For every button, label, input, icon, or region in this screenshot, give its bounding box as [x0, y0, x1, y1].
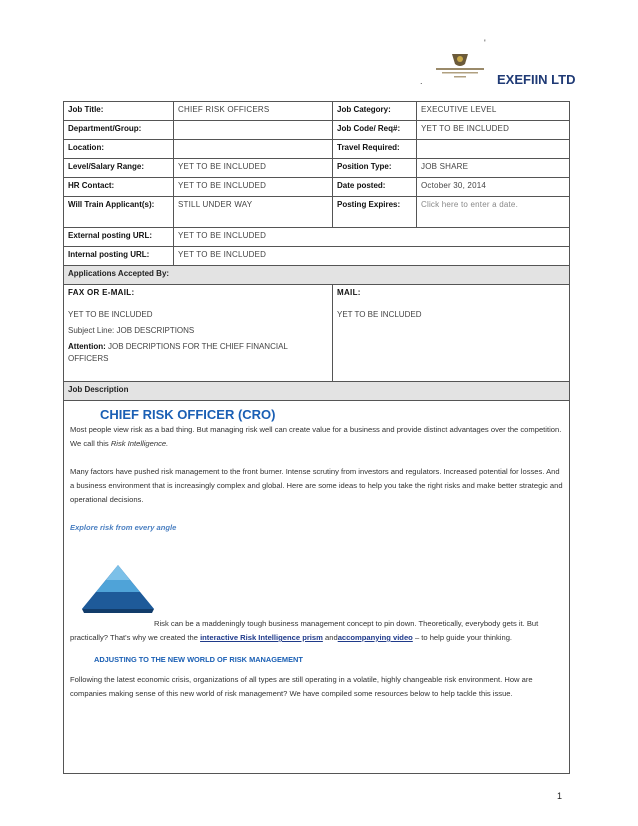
travel-label: Travel Required:: [333, 140, 417, 159]
explore-risk-subheading: Explore risk from every angle: [70, 523, 177, 532]
company-logo-icon: [430, 52, 490, 80]
subject-line: Subject Line: JOB DESCRIPTIONS: [68, 326, 195, 335]
department-label: Department/Group:: [64, 121, 174, 140]
posting-expires-date-field[interactable]: Click here to enter a date.: [417, 197, 570, 228]
external-url-value: YET TO BE INCLUDED: [174, 228, 570, 247]
internal-url-value: YET TO BE INCLUDED: [174, 247, 570, 266]
tick-mark: ': [484, 38, 486, 48]
position-type-value: JOB SHARE: [417, 159, 570, 178]
accompanying-video-link[interactable]: accompanying video: [337, 633, 413, 642]
attention-value: JOB DECRIPTIONS FOR THE CHIEF FINANCIAL OFFICERS: [68, 342, 288, 363]
company-name: EXEFIIN LTD: [497, 72, 576, 87]
job-description-body: [64, 401, 570, 774]
attention-label: Attention:: [68, 342, 106, 351]
description-para-2: Many factors have pushed risk management to the front burner. Intense scrutiny from investors and regulators. Increased potential for losses. And a business environment that is increasingly complex and global. Here are some ideas to help you take the right risks and make better strategic and operational decisions.: [70, 467, 563, 504]
travel-value: [417, 140, 570, 159]
risk-pyramid-icon: [78, 563, 158, 615]
applications-accepted-header: Applications Accepted By:: [64, 266, 570, 285]
dot-mark: .: [420, 76, 423, 86]
job-category-label: Job Category:: [333, 102, 417, 121]
location-label: Location:: [64, 140, 174, 159]
description-para-1: [70, 423, 563, 451]
description-para-4: Following the latest economic crisis, organizations of all types are still operating in a volatile, highly changeable risk environment. How are companies making sense of this new world of risk management? We have compiled some resources below to help tackle this issue.: [70, 675, 533, 698]
job-title-value: CHIEF RISK OFFICERS: [174, 102, 333, 121]
job-code-value: YET TO BE INCLUDED: [417, 121, 570, 140]
department-value: [174, 121, 333, 140]
job-posting-table: [63, 101, 570, 774]
date-posted-label: Date posted:: [333, 178, 417, 197]
attention-line: [68, 341, 328, 365]
job-title-label: Job Title:: [64, 102, 174, 121]
description-para-3: [70, 617, 563, 645]
salary-label: Level/Salary Range:: [64, 159, 174, 178]
job-description-header: Job Description: [64, 382, 570, 401]
description-heading: CHIEF RISK OFFICER (CRO): [100, 407, 276, 422]
position-type-label: Position Type:: [333, 159, 417, 178]
will-train-label: Will Train Applicant(s):: [64, 197, 174, 228]
internal-url-label: Internal posting URL:: [64, 247, 174, 266]
job-code-label: Job Code/ Req#:: [333, 121, 417, 140]
para1-text: Most people view risk as a bad thing. But managing risk well can create value for a business and provide distinct advantages over the competition. We call this: [70, 425, 562, 448]
hr-contact-label: HR Contact:: [64, 178, 174, 197]
external-url-label: External posting URL:: [64, 228, 174, 247]
hr-contact-value: YET TO BE INCLUDED: [174, 178, 333, 197]
para3-text-a: Risk can be a maddeningly tough business management concept to pin down. Theoretically, everybody gets it. But practically? That's why we created the: [70, 619, 539, 642]
will-train-value: STILL UNDER WAY: [174, 197, 333, 228]
fax-email-label: FAX OR E-MAIL:: [68, 288, 135, 297]
pyramid-row: [70, 563, 563, 617]
para1-emphasis: Risk Intelligence.: [110, 439, 169, 448]
para3-text-b: – to help guide your thinking.: [414, 633, 513, 642]
mail-value: YET TO BE INCLUDED: [337, 310, 422, 319]
mail-label: MAIL:: [337, 288, 361, 297]
para3-and: and: [325, 633, 338, 642]
fax-email-value: YET TO BE INCLUDED: [68, 310, 153, 319]
fax-email-cell: [64, 285, 333, 382]
adjusting-subheading: ADJUSTING TO THE NEW WORLD OF RISK MANAGEMENT: [94, 655, 303, 664]
salary-value: YET TO BE INCLUDED: [174, 159, 333, 178]
mail-cell: [333, 285, 570, 382]
page-number: 1: [557, 791, 563, 801]
risk-intelligence-prism-link[interactable]: interactive Risk Intelligence prism: [200, 633, 323, 642]
job-category-value: EXECUTIVE LEVEL: [417, 102, 570, 121]
posting-expires-label: Posting Expires:: [333, 197, 417, 228]
location-value: [174, 140, 333, 159]
date-posted-value: October 30, 2014: [417, 178, 570, 197]
